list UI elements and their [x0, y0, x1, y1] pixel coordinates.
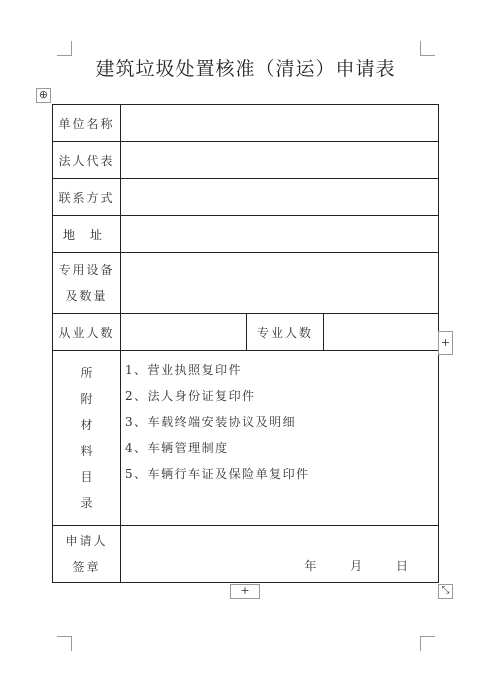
legal-rep-value[interactable] — [121, 142, 439, 179]
attachments-label — [53, 351, 121, 526]
page-corner-mark-bottom-right — [420, 636, 435, 651]
equipment-label — [53, 253, 121, 314]
applicant-sign-label-line-2: 签章 — [72, 560, 101, 574]
table-move-handle-icon[interactable]: ⊕ — [36, 88, 51, 103]
attachment-item: 5、车辆行车证及保险单复印件 — [125, 467, 310, 481]
document-title: 建筑垃圾处置核准（清运）申请表 — [95, 58, 396, 80]
equipment-label-line-1: 专用设备 — [58, 263, 115, 277]
attachment-item: 2、法人身份证复印件 — [125, 389, 256, 403]
address-label-part-1: 地 — [63, 227, 76, 242]
signature-date-cell[interactable] — [121, 526, 439, 583]
pro-staff-label: 专业人数 — [247, 314, 324, 351]
contact-label: 联系方式 — [53, 179, 121, 216]
attachments-label-char: 材 — [80, 418, 93, 432]
add-column-icon[interactable]: + — [438, 331, 453, 355]
address-value[interactable] — [121, 216, 439, 253]
attachments-label-char: 目 — [80, 470, 93, 484]
attachments-label-char: 录 — [80, 496, 93, 510]
row-contact — [53, 179, 439, 216]
attachment-item: 1、营业执照复印件 — [125, 363, 243, 377]
staff-count-value[interactable] — [121, 314, 247, 351]
attachment-item: 3、车载终端安装协议及明细 — [125, 415, 297, 429]
row-equipment — [53, 253, 439, 314]
applicant-sign-label — [53, 526, 121, 583]
equipment-value[interactable] — [121, 253, 439, 314]
attachment-item: 4、车辆管理制度 — [125, 441, 229, 455]
date-year: 年 — [304, 559, 317, 573]
row-legal-rep — [53, 142, 439, 179]
applicant-sign-label-line-1: 申请人 — [65, 534, 108, 548]
row-address — [53, 216, 439, 253]
unit-name-value[interactable] — [121, 105, 439, 142]
row-attachments — [53, 351, 439, 526]
date-day: 日 — [396, 559, 409, 573]
page-corner-mark-bottom-left — [57, 636, 72, 651]
row-staff — [53, 314, 439, 351]
add-row-icon[interactable]: + — [230, 584, 260, 599]
attachments-label-char: 料 — [80, 444, 93, 458]
contact-value[interactable] — [121, 179, 439, 216]
application-form-table — [52, 104, 439, 583]
table-resize-icon[interactable]: ⤡ — [438, 584, 453, 599]
pro-staff-value[interactable] — [324, 314, 439, 351]
attachments-label-char: 附 — [80, 392, 93, 406]
staff-count-label: 从业人数 — [53, 314, 121, 351]
attachments-label-char: 所 — [80, 366, 93, 380]
row-signature — [53, 526, 439, 583]
attachments-list[interactable] — [121, 351, 439, 526]
date-month: 月 — [350, 559, 363, 573]
legal-rep-label: 法人代表 — [53, 142, 121, 179]
unit-name-label: 单位名称 — [53, 105, 121, 142]
address-label — [53, 216, 121, 253]
equipment-label-line-2: 及数量 — [65, 289, 108, 303]
address-label-part-2: 址 — [89, 227, 102, 242]
row-unit-name — [53, 105, 439, 142]
